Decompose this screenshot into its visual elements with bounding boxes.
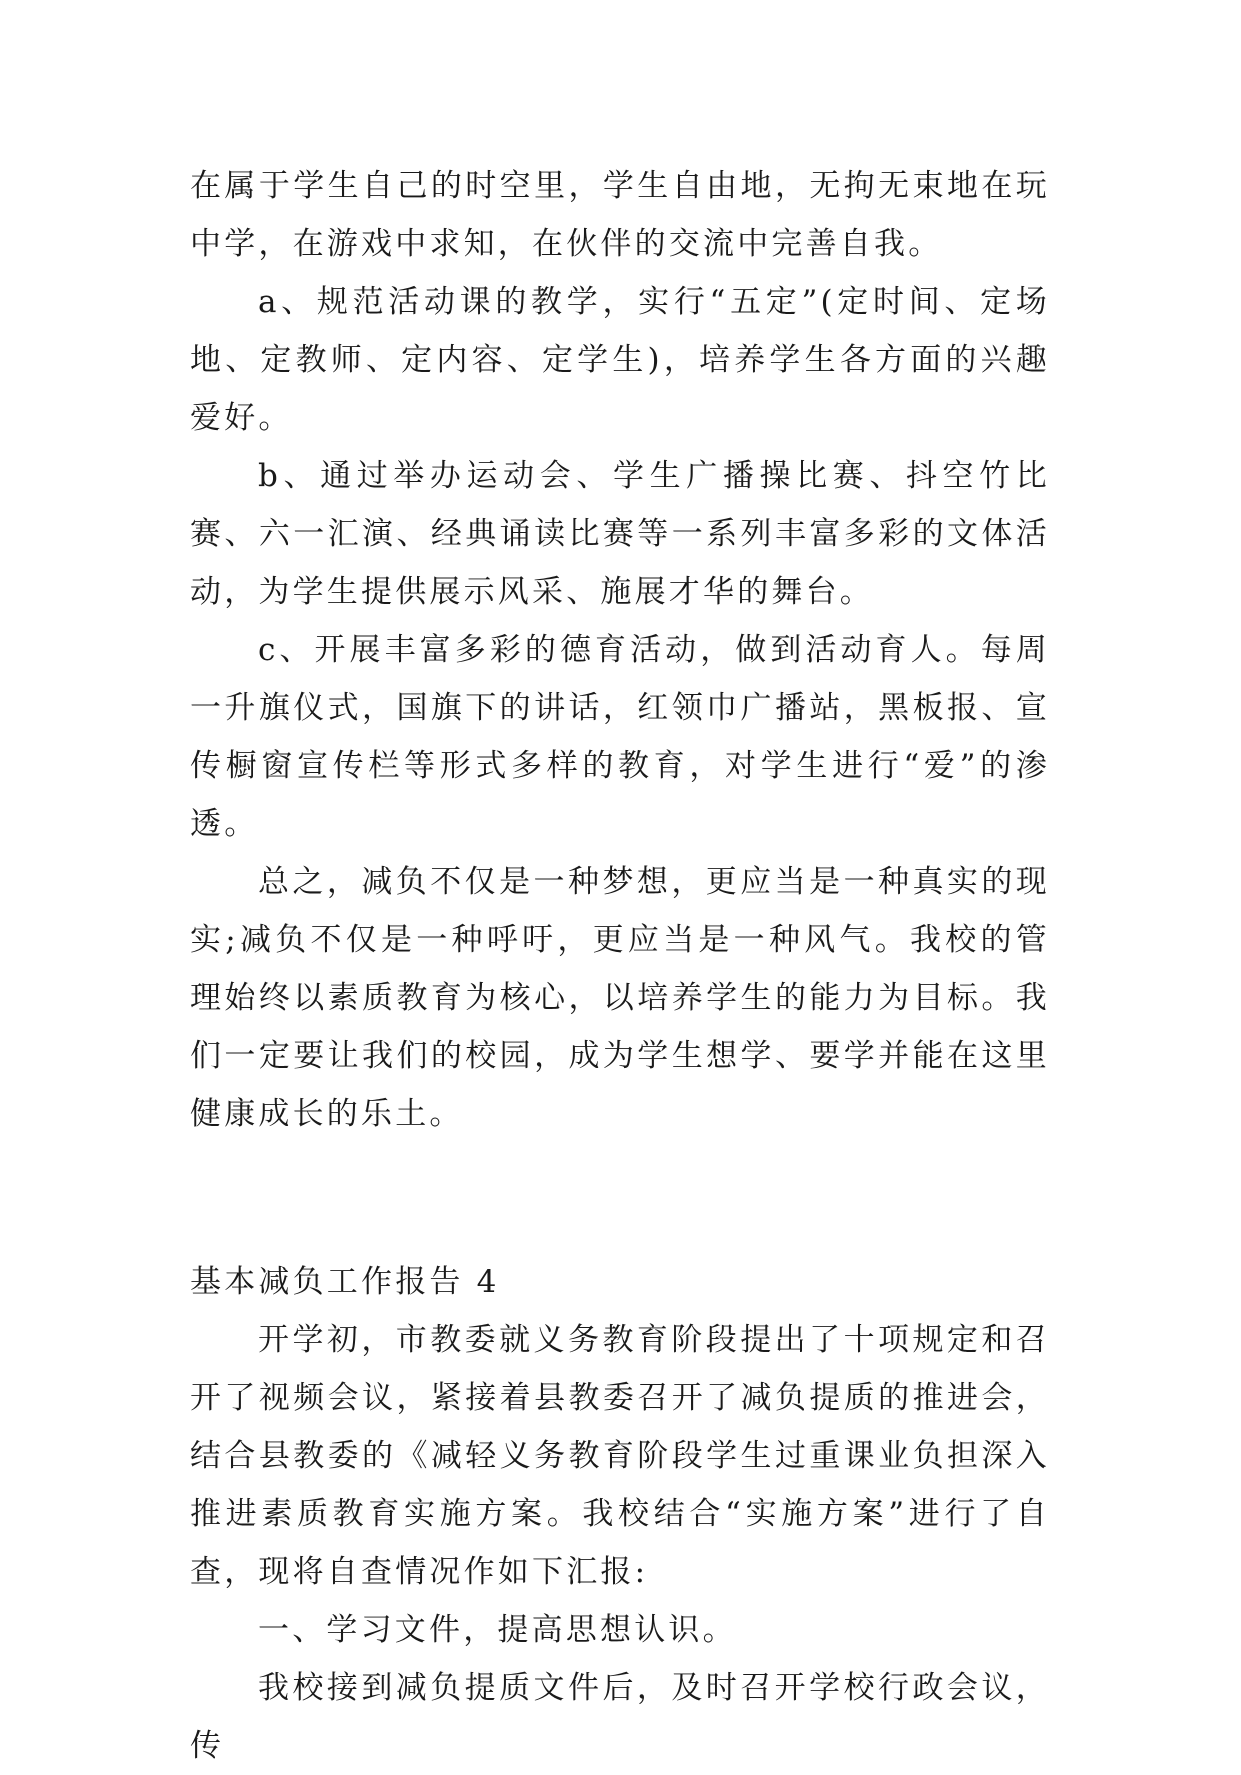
- body-text-top: [190, 157, 1050, 1143]
- paragraph: b、通过举办运动会、学生广播操比赛、抖空竹比赛、六一汇演、经典诵读比赛等一系列丰富多彩的文体活动，为学生提供展示风采、施展才华的舞台。: [190, 458, 1050, 610]
- paragraph: 总之，减负不仅是一种梦想，更应当是一种真实的现实;减负不仅是一种呼吁，更应当是一种风气。我校的管理始终以素质教育为核心，以培养学生的能力为目标。我们一定要让我们的校园，成为学生想学、要学并能在这里健康成长的乐土。: [190, 864, 1050, 1132]
- paragraph: c、开展丰富多彩的德育活动，做到活动育人。每周一升旗仪式，国旗下的讲话，红领巾广播站，黑板报、宣传橱窗宣传栏等形式多样的教育，对学生进行“爱”的渗透。: [190, 632, 1050, 842]
- section-heading: 基本减负工作报告 4: [190, 1264, 500, 1300]
- paragraph: 一、学习文件，提高思想认识。: [258, 1612, 737, 1648]
- paragraph: 我校接到减负提质文件后，及时召开学校行政会议，传: [190, 1670, 1050, 1764]
- paragraph: 开学初，市教委就义务教育阶段提出了十项规定和召开了视频会议，紧接着县教委召开了减负提质的推进会，结合县教委的《减轻义务教育阶段学生过重课业负担深入推进素质教育实施方案。我校结合“实施方案”进行了自查，现将自查情况作如下汇报:: [190, 1322, 1050, 1590]
- body-text-bottom: [190, 1311, 1050, 1775]
- paragraph: 在属于学生自己的时空里，学生自由地，无拘无束地在玩中学，在游戏中求知，在伙伴的交流中完善自我。: [190, 168, 1050, 262]
- paragraph: a、规范活动课的教学，实行“五定”(定时间、定场地、定教师、定内容、定学生)，培养学生各方面的兴趣爱好。: [190, 284, 1050, 436]
